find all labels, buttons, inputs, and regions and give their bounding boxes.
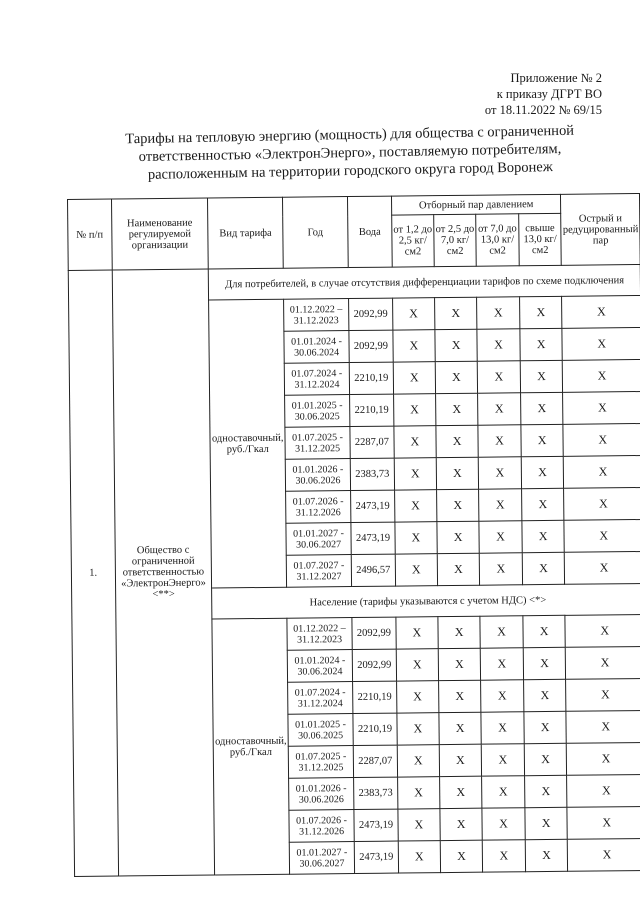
not-applicable-cell: X (436, 425, 479, 457)
not-applicable-cell: X (435, 329, 478, 361)
not-applicable-cell: X (440, 840, 483, 872)
period-cell: 01.07.2024 - 31.12.2024 (287, 682, 352, 715)
not-applicable-cell: X (392, 298, 435, 330)
water-price-cell: 2210,19 (350, 394, 394, 426)
not-applicable-cell: X (439, 744, 482, 776)
not-applicable-cell: X (479, 553, 522, 585)
not-applicable-cell: X (397, 777, 440, 809)
water-price-cell: 2210,19 (353, 713, 397, 745)
water-price-cell: 2383,73 (350, 458, 394, 490)
not-applicable-cell: X (563, 391, 640, 424)
not-applicable-cell: X (395, 522, 438, 554)
not-applicable-cell: X (520, 328, 563, 360)
not-applicable-cell: X (439, 712, 482, 744)
not-applicable-cell: X (438, 616, 481, 648)
not-applicable-cell: X (566, 710, 640, 743)
not-applicable-cell: X (395, 554, 438, 586)
not-applicable-cell: X (566, 646, 640, 679)
not-applicable-cell: X (393, 394, 436, 426)
period-cell: 01.01.2025 - 30.06.2025 (288, 714, 353, 747)
not-applicable-cell: X (520, 392, 563, 424)
not-applicable-cell: X (396, 649, 439, 681)
header-organization: Наименование регулируемой организации (111, 198, 209, 270)
title-line: расположенным на территории городского округа город Воронеж (147, 159, 553, 183)
water-price-cell: 2210,19 (349, 362, 393, 394)
not-applicable-cell: X (525, 839, 568, 871)
not-applicable-cell: X (563, 359, 640, 392)
period-cell: 01.07.2026 - 31.12.2026 (289, 810, 354, 843)
not-applicable-cell: X (567, 806, 640, 839)
not-applicable-cell: X (523, 615, 566, 647)
not-applicable-cell: X (567, 774, 640, 807)
tariff-type: одноставочный, руб./Гкал (209, 299, 287, 588)
not-applicable-cell: X (520, 360, 563, 392)
header-water: Вода (348, 196, 392, 267)
not-applicable-cell: X (435, 361, 478, 393)
not-applicable-cell: X (524, 711, 567, 743)
not-applicable-cell: X (477, 297, 520, 329)
not-applicable-cell: X (519, 296, 562, 328)
water-price-cell: 2473,19 (354, 809, 398, 841)
not-applicable-cell: X (566, 678, 640, 711)
not-applicable-cell: X (393, 362, 436, 394)
header-steam-group: Отборный пар давлением (391, 194, 561, 215)
header-steam-2: от 2,5 до 7,0 кг/см2 (434, 214, 477, 266)
not-applicable-cell: X (436, 393, 479, 425)
water-price-cell: 2496,57 (351, 554, 395, 586)
not-applicable-cell: X (562, 295, 640, 328)
not-applicable-cell: X (565, 614, 640, 647)
not-applicable-cell: X (524, 775, 567, 807)
not-applicable-cell: X (398, 809, 441, 841)
period-cell: 01.07.2026 - 31.12.2026 (285, 491, 350, 524)
not-applicable-cell: X (482, 776, 525, 808)
not-applicable-cell: X (394, 426, 437, 458)
not-applicable-cell: X (523, 679, 566, 711)
header-steam-4: свыше 13,0 кг/см2 (519, 213, 562, 265)
not-applicable-cell: X (398, 841, 441, 873)
not-applicable-cell: X (437, 553, 480, 585)
not-applicable-cell: X (524, 743, 567, 775)
water-price-cell: 2473,19 (351, 490, 395, 522)
water-price-cell: 2210,19 (353, 681, 397, 713)
not-applicable-cell: X (563, 423, 640, 456)
water-price-cell: 2473,19 (351, 522, 395, 554)
not-applicable-cell: X (521, 488, 564, 520)
not-applicable-cell: X (394, 490, 437, 522)
header-steam-1: от 1,2 до 2,5 кг/см2 (391, 215, 434, 267)
not-applicable-cell: X (435, 297, 478, 329)
period-cell: 01.01.2027 - 30.06.2027 (289, 842, 354, 875)
not-applicable-cell: X (478, 425, 521, 457)
not-applicable-cell: X (482, 808, 525, 840)
not-applicable-cell: X (393, 330, 436, 362)
not-applicable-cell: X (478, 393, 521, 425)
appendix-number: Приложение № 2 (510, 71, 602, 85)
header-sharp-steam: Острый и редуцированный пар (561, 194, 640, 266)
not-applicable-cell: X (481, 744, 524, 776)
period-cell: 01.01.2026 - 30.06.2026 (285, 459, 350, 492)
order-reference (485, 70, 602, 118)
not-applicable-cell: X (439, 680, 482, 712)
title-line: Тарифы на тепловую энергию (мощность) для общества с ограниченной (125, 122, 575, 148)
water-price-cell: 2383,73 (354, 777, 398, 809)
tariff-type: одноставочный, руб./Гкал (212, 618, 289, 875)
row-number: 1. (68, 270, 118, 876)
period-cell: 01.07.2027 - 31.12.2027 (286, 555, 351, 588)
not-applicable-cell: X (480, 616, 523, 648)
not-applicable-cell: X (564, 487, 640, 520)
not-applicable-cell: X (396, 617, 439, 649)
not-applicable-cell: X (562, 327, 640, 360)
header-tariff-type: Вид тарифа (208, 197, 283, 269)
period-cell: 01.12.2022 – 31.12.2023 (283, 299, 348, 332)
water-price-cell: 2092,99 (352, 649, 396, 681)
not-applicable-cell: X (396, 681, 439, 713)
not-applicable-cell: X (397, 713, 440, 745)
not-applicable-cell: X (568, 838, 640, 871)
not-applicable-cell: X (521, 424, 564, 456)
not-applicable-cell: X (394, 458, 437, 490)
section-caption: Население (тарифы указываются с учетом НДС) <*> (212, 583, 640, 619)
water-price-cell: 2092,99 (349, 298, 393, 330)
not-applicable-cell: X (477, 361, 520, 393)
not-applicable-cell: X (479, 489, 522, 521)
not-applicable-cell: X (479, 521, 522, 553)
water-price-cell: 2287,07 (353, 745, 397, 777)
period-cell: 01.07.2025 - 31.12.2025 (285, 427, 350, 460)
order-name: к приказу ДГРТ ВО (496, 87, 602, 101)
title-line: ответственностью «ЭлектронЭнерго», поставляемую потребителям, (138, 140, 562, 166)
document-title (100, 121, 601, 185)
not-applicable-cell: X (565, 551, 640, 584)
period-cell: 01.07.2025 - 31.12.2025 (288, 746, 353, 779)
water-price-cell: 2473,19 (354, 841, 398, 873)
order-date: от 18.11.2022 № 69/15 (484, 103, 602, 117)
header-steam-3: от 7,0 до 13,0 кг/см2 (476, 214, 519, 266)
tariff-table (67, 193, 640, 877)
not-applicable-cell: X (397, 745, 440, 777)
period-cell: 01.01.2024 - 30.06.2024 (284, 331, 349, 364)
water-price-cell: 2092,99 (352, 617, 396, 649)
not-applicable-cell: X (437, 489, 480, 521)
not-applicable-cell: X (522, 520, 565, 552)
water-price-cell: 2092,99 (349, 330, 393, 362)
not-applicable-cell: X (437, 521, 480, 553)
period-cell: 01.07.2024 - 31.12.2024 (284, 363, 349, 396)
not-applicable-cell: X (440, 776, 483, 808)
water-price-cell: 2287,07 (350, 426, 394, 458)
period-cell: 01.01.2027 - 30.06.2027 (286, 523, 351, 556)
section-caption: Для потребителей, в случае отсутствия дифференциации тарифов по схеме подключения (209, 265, 640, 301)
not-applicable-cell: X (478, 457, 521, 489)
not-applicable-cell: X (480, 648, 523, 680)
period-cell: 01.12.2022 – 31.12.2023 (287, 618, 352, 651)
not-applicable-cell: X (481, 680, 524, 712)
not-applicable-cell: X (482, 840, 525, 872)
period-cell: 01.01.2024 - 30.06.2024 (287, 650, 352, 683)
header-number: № п/п (68, 199, 112, 270)
period-cell: 01.01.2025 - 30.06.2025 (284, 395, 349, 428)
not-applicable-cell: X (481, 712, 524, 744)
not-applicable-cell: X (525, 807, 568, 839)
period-cell: 01.01.2026 - 30.06.2026 (288, 778, 353, 811)
not-applicable-cell: X (436, 457, 479, 489)
not-applicable-cell: X (522, 552, 565, 584)
not-applicable-cell: X (521, 456, 564, 488)
not-applicable-cell: X (564, 455, 640, 488)
not-applicable-cell: X (440, 808, 483, 840)
not-applicable-cell: X (564, 519, 640, 552)
not-applicable-cell: X (438, 648, 481, 680)
not-applicable-cell: X (477, 329, 520, 361)
not-applicable-cell: X (523, 647, 566, 679)
not-applicable-cell: X (567, 742, 640, 775)
organization-name: Общество с ограниченной ответственностью «ЭлектронЭнерго» <**> (112, 269, 215, 876)
header-year: Год (282, 197, 348, 269)
